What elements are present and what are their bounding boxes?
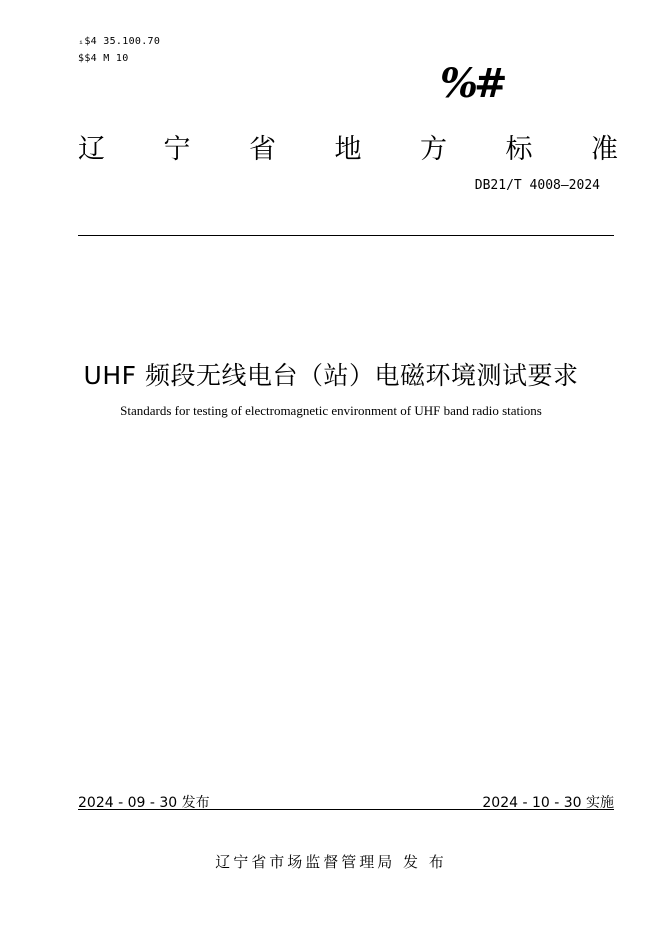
document-title-en: Standards for testing of electromagnetic environment of UHF band radio stations — [120, 403, 542, 418]
footer-divider — [78, 809, 614, 810]
standard-type-char: 地 — [334, 134, 362, 165]
ics-code: ᵢ$4 35.100.70 — [78, 36, 161, 47]
standard-type-char: 标 — [505, 134, 533, 165]
ccs-code: $$4 M 10 — [78, 53, 129, 64]
document-title-zh: UHF 频段无线电台（站）电磁环境测试要求 — [83, 361, 579, 390]
standard-number: DB21/T 4008—2024 — [474, 178, 600, 193]
standard-type-char: 方 — [420, 134, 447, 165]
standard-type-heading — [78, 127, 618, 166]
standard-type-char: 宁 — [163, 134, 191, 165]
header-divider — [78, 235, 614, 236]
db-logo: %# — [440, 60, 504, 107]
issue-date: 2024 - 09 - 30 发布 — [78, 795, 210, 811]
classification-codes — [78, 33, 160, 67]
implementation-date: 2024 - 10 - 30 实施 — [482, 795, 614, 811]
standard-type-char: 省 — [249, 134, 276, 165]
standard-type-char: 辽 — [78, 134, 105, 165]
issuing-authority: 辽宁省市场监督管理局 发 布 — [215, 853, 447, 871]
standard-type-char: 准 — [591, 134, 618, 165]
